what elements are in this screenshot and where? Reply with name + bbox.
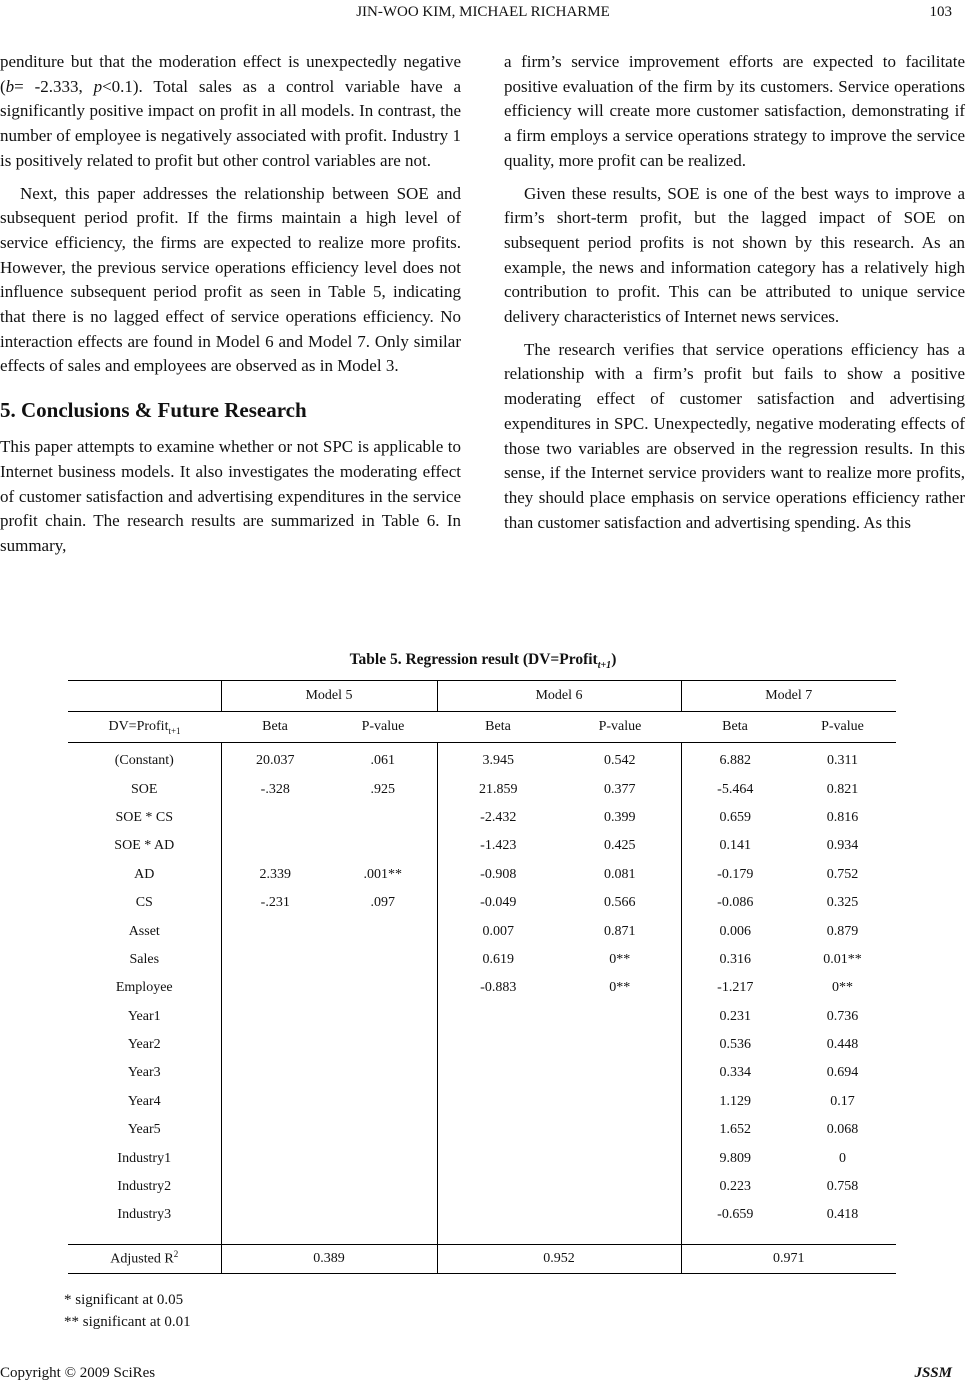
adjusted-value: 0.389	[221, 1244, 437, 1273]
row-variable: CS	[135, 895, 153, 911]
beta-cell	[221, 804, 329, 832]
table-row	[68, 1031, 896, 1059]
beta-cell	[221, 974, 329, 1002]
pvalue-cell: 0.758	[826, 1179, 859, 1195]
pvalue-cell	[329, 804, 437, 832]
pvalue-cell	[329, 1059, 437, 1087]
beta-cell	[437, 1144, 559, 1172]
beta-cell	[437, 1003, 559, 1031]
row-variable: SOE * CS	[115, 809, 174, 825]
beta-cell: 1.652	[681, 1116, 789, 1144]
beta-cell	[221, 1116, 329, 1144]
header-empty	[68, 681, 221, 712]
adjusted-value: 0.952	[437, 1244, 681, 1273]
text-run: <0.1). Total sales as a control variable have a significantly positive impact on profit in all models. In contrast, the number of employee is negatively associated with profit. Industry 1 is positively related to profit but other control variables are not.	[0, 76, 462, 170]
pvalue-cell: 0.694	[826, 1065, 859, 1081]
pvalue-cell	[559, 1173, 681, 1201]
beta-cell: 0.223	[681, 1173, 789, 1201]
table-row	[68, 743, 896, 776]
pvalue-cell	[329, 1088, 437, 1116]
beta-cell: 2.339	[221, 861, 329, 889]
table-row	[68, 1003, 896, 1031]
beta-cell: 20.037	[221, 743, 329, 776]
header-model: Model 5	[221, 681, 437, 712]
spacer-cell	[437, 1230, 681, 1245]
beta-cell: 21.859	[437, 775, 559, 803]
row-variable: Year5	[127, 1122, 161, 1138]
pvalue-cell	[329, 832, 437, 860]
text-run: penditure but that the moderation effect is unexpectedly negative (	[0, 52, 461, 96]
header-model: Model 7	[681, 681, 896, 712]
table-row	[68, 1059, 896, 1087]
footer-copyright: Copyright © 2009 SciRes	[0, 1365, 156, 1381]
pvalue-cell	[559, 1201, 681, 1229]
pvalue-cell: 0.068	[826, 1122, 859, 1138]
table-row	[68, 974, 896, 1002]
beta-cell	[437, 1031, 559, 1059]
pvalue-cell: 0.448	[826, 1037, 859, 1053]
pvalue-cell: 0.871	[604, 923, 636, 939]
note: ** significant at 0.01	[64, 1314, 191, 1330]
row-variable: SOE	[131, 781, 158, 797]
pvalue-cell: 0.934	[826, 838, 859, 854]
table-title-subscript: t+1	[597, 660, 612, 672]
table-row	[68, 1116, 896, 1144]
pvalue-cell	[559, 1059, 681, 1087]
row-variable: (Constant)	[114, 753, 174, 769]
table-title-text: )	[611, 651, 617, 668]
pvalue-cell: .925	[370, 781, 395, 797]
header-dv	[68, 712, 221, 743]
pvalue-cell: 0**	[832, 980, 853, 996]
row-variable: Industry3	[117, 1207, 172, 1223]
dv-label: DV=Profit	[108, 718, 169, 734]
beta-cell: -2.432	[437, 804, 559, 832]
left-column	[0, 50, 461, 567]
pvalue-cell: 0.879	[826, 923, 859, 939]
table-row	[68, 889, 896, 917]
beta-cell: -0.179	[681, 861, 789, 889]
pvalue-cell: 0.736	[826, 1008, 859, 1024]
text-run-italic: b	[5, 76, 15, 96]
pvalue-cell: 0**	[609, 980, 631, 996]
pvalue-cell	[559, 1144, 681, 1172]
beta-cell: 0.316	[681, 946, 789, 974]
beta-cell	[221, 1088, 329, 1116]
text-run-italic: p	[93, 76, 103, 96]
adjusted-label	[68, 1244, 221, 1273]
beta-cell: -0.908	[437, 861, 559, 889]
beta-cell	[437, 1173, 559, 1201]
row-variable: Industry1	[117, 1150, 172, 1166]
pvalue-cell: 0.377	[604, 781, 636, 797]
pvalue-cell	[559, 1031, 681, 1059]
beta-cell: -0.883	[437, 974, 559, 1002]
spacer-cell	[221, 1230, 437, 1245]
table-title-text: Table 5. Regression result (DV=Profit	[349, 651, 598, 668]
table-title	[0, 651, 966, 671]
paragraph	[0, 50, 461, 174]
header-beta: Beta	[221, 712, 329, 743]
pvalue-cell	[329, 1031, 437, 1059]
pvalue-cell: 0.542	[604, 753, 636, 769]
beta-cell: -.328	[221, 775, 329, 803]
row-variable: Year2	[127, 1037, 161, 1053]
pvalue-cell: 0.418	[826, 1207, 859, 1223]
beta-cell: -1.423	[437, 832, 559, 860]
pvalue-cell	[559, 1003, 681, 1031]
pvalue-cell: 0.566	[604, 895, 636, 911]
beta-cell: 0.006	[681, 917, 789, 945]
beta-cell: -1.217	[681, 974, 789, 1002]
beta-cell: 0.141	[681, 832, 789, 860]
beta-cell	[437, 1201, 559, 1229]
table-row	[68, 1173, 896, 1201]
row-variable: Year3	[127, 1065, 161, 1081]
row-variable: Sales	[129, 951, 160, 967]
pvalue-cell: 0.752	[826, 866, 859, 882]
table-row	[68, 1201, 896, 1229]
beta-cell	[437, 1059, 559, 1087]
table-row	[68, 832, 896, 860]
beta-cell: -0.086	[681, 889, 789, 917]
beta-cell: 0.619	[437, 946, 559, 974]
row-variable: Asset	[128, 923, 160, 939]
spacer-cell	[681, 1230, 896, 1245]
pvalue-cell: 0.816	[826, 809, 859, 825]
pvalue-cell: .097	[370, 895, 395, 911]
pvalue-cell: 0.17	[830, 1093, 855, 1109]
beta-cell: 0.007	[437, 917, 559, 945]
pvalue-cell	[329, 974, 437, 1002]
pvalue-cell	[329, 1144, 437, 1172]
page-header	[0, 2, 966, 26]
page-number: 103	[929, 4, 952, 20]
pvalue-cell: .061	[370, 753, 395, 769]
beta-cell: 6.882	[681, 743, 789, 776]
beta-cell: 3.945	[437, 743, 559, 776]
pvalue-cell: 0.399	[604, 809, 636, 825]
beta-cell	[437, 1116, 559, 1144]
table-body	[68, 743, 896, 1230]
beta-cell	[437, 1088, 559, 1116]
beta-cell: 0.659	[681, 804, 789, 832]
pvalue-cell	[329, 1003, 437, 1031]
beta-cell	[221, 1003, 329, 1031]
beta-cell	[221, 1059, 329, 1087]
row-variable: Employee	[115, 980, 173, 996]
pvalue-cell: 0**	[609, 951, 631, 967]
adjusted-label-text: Adjusted R	[110, 1251, 174, 1267]
pvalue-cell	[559, 1116, 681, 1144]
table-row	[68, 861, 896, 889]
paragraph: Next, this paper addresses the relationship between SOE and subsequent period profit. If the firms maintain a high level of service efficiency, the firms are expected to realize more profits. However, the previous service operations efficiency level does not influence subsequent period profit as seen in Table 5, indicating that there is no lagged effect of service operations efficiency. No interaction effects are found in Model 6 and Model 7. Only similar effects of sales and employees are observed as in Model 3.	[0, 183, 461, 376]
row-variable: SOE * AD	[114, 838, 175, 854]
beta-cell: 0.536	[681, 1031, 789, 1059]
note: * significant at 0.05	[64, 1292, 184, 1308]
beta-cell: 1.129	[681, 1088, 789, 1116]
header-model: Model 6	[437, 681, 681, 712]
pvalue-cell	[329, 1116, 437, 1144]
paragraph: The research verifies that service operations efficiency has a relationship with a firm’s profit but fails to show a positive moderating effect of customer satisfaction and advertising expenditures in SPC. Unexpectedly, negative moderating effects of those two variables are observed in the regression results. In this sense, if the Internet service providers want to realize more profits, they should place emphasis on service operations efficiency rather than customer satisfaction and advertising spending. As this	[504, 339, 965, 532]
beta-cell: 9.809	[681, 1144, 789, 1172]
spacer-cell	[68, 1230, 221, 1245]
pvalue-cell: 0.311	[827, 753, 858, 769]
adjusted-value: 0.971	[681, 1244, 896, 1273]
section-heading: 5. Conclusions & Future Research	[0, 398, 307, 423]
paragraph: a firm’s service improvement efforts are expected to facilitate positive evaluation of the firm by its customers. Service operations efficiency will create more customer satisfaction, demonstrating if a firm employs a service operations strategy to improve the service quality, more profit can be realized.	[504, 52, 965, 170]
table-header-models	[68, 681, 896, 712]
pvalue-cell: 0	[839, 1150, 846, 1166]
row-variable: AD	[134, 866, 155, 882]
header-beta: Beta	[437, 712, 559, 743]
beta-cell: 0.231	[681, 1003, 789, 1031]
pvalue-cell	[329, 917, 437, 945]
beta-cell: -.231	[221, 889, 329, 917]
dv-subscript: t+1	[168, 725, 181, 736]
header-beta: Beta	[681, 712, 789, 743]
beta-cell: -5.464	[681, 775, 789, 803]
row-variable: Year1	[127, 1008, 161, 1024]
header-pvalue: P-value	[789, 712, 896, 743]
beta-cell	[221, 1144, 329, 1172]
pvalue-cell	[329, 1201, 437, 1229]
beta-cell: -0.659	[681, 1201, 789, 1229]
table-header-columns	[68, 712, 896, 743]
table-row	[68, 775, 896, 803]
adjusted-label-superscript: 2	[173, 1249, 179, 1260]
beta-cell	[221, 1173, 329, 1201]
table-row	[68, 1088, 896, 1116]
beta-cell	[221, 917, 329, 945]
beta-cell	[221, 1031, 329, 1059]
row-variable: Industry2	[117, 1179, 172, 1195]
paragraph: This paper attempts to examine whether or not SPC is applicable to Internet business models. It also investigates the moderating effect of customer satisfaction and advertising expenditures in the service profit chain. The research results are summarized in Table 6. In summary,	[0, 437, 461, 555]
header-pvalue: P-value	[329, 712, 437, 743]
pvalue-cell: 0.325	[826, 895, 859, 911]
table-row	[68, 1144, 896, 1172]
pvalue-cell: 0.01**	[823, 951, 862, 967]
beta-cell	[221, 832, 329, 860]
pvalue-cell	[329, 1173, 437, 1201]
text-run: = -2.333,	[14, 76, 94, 96]
running-head-authors: JIN-WOO KIM, MICHAEL RICHARME	[356, 4, 610, 20]
pvalue-cell	[329, 946, 437, 974]
pvalue-cell: 0.821	[826, 781, 859, 797]
beta-cell: -0.049	[437, 889, 559, 917]
row-variable: Year4	[127, 1093, 161, 1109]
paragraph: Given these results, SOE is one of the best ways to improve a firm’s short-term profit, but the lagged impact of SOE on subsequent period profits is not shown by this research. As an example, the news and information category has a relatively high contribution to profit. This can be attributed to unique service delivery characteristics of Internet news services.	[504, 183, 965, 327]
header-pvalue: P-value	[559, 712, 681, 743]
table-notes	[64, 1289, 191, 1333]
beta-cell	[221, 946, 329, 974]
table-row	[68, 946, 896, 974]
pvalue-cell	[559, 1088, 681, 1116]
table-spacer	[68, 1230, 896, 1245]
right-column	[504, 50, 965, 543]
pvalue-cell: 0.425	[604, 838, 636, 854]
beta-cell	[221, 1201, 329, 1229]
pvalue-cell: 0.081	[604, 866, 636, 882]
regression-table	[68, 680, 896, 1274]
pvalue-cell: .001**	[363, 866, 402, 882]
footer-journal: JSSM	[914, 1365, 952, 1381]
table-row	[68, 917, 896, 945]
table-row-adjusted-r2	[68, 1244, 896, 1273]
table-row	[68, 804, 896, 832]
beta-cell: 0.334	[681, 1059, 789, 1087]
